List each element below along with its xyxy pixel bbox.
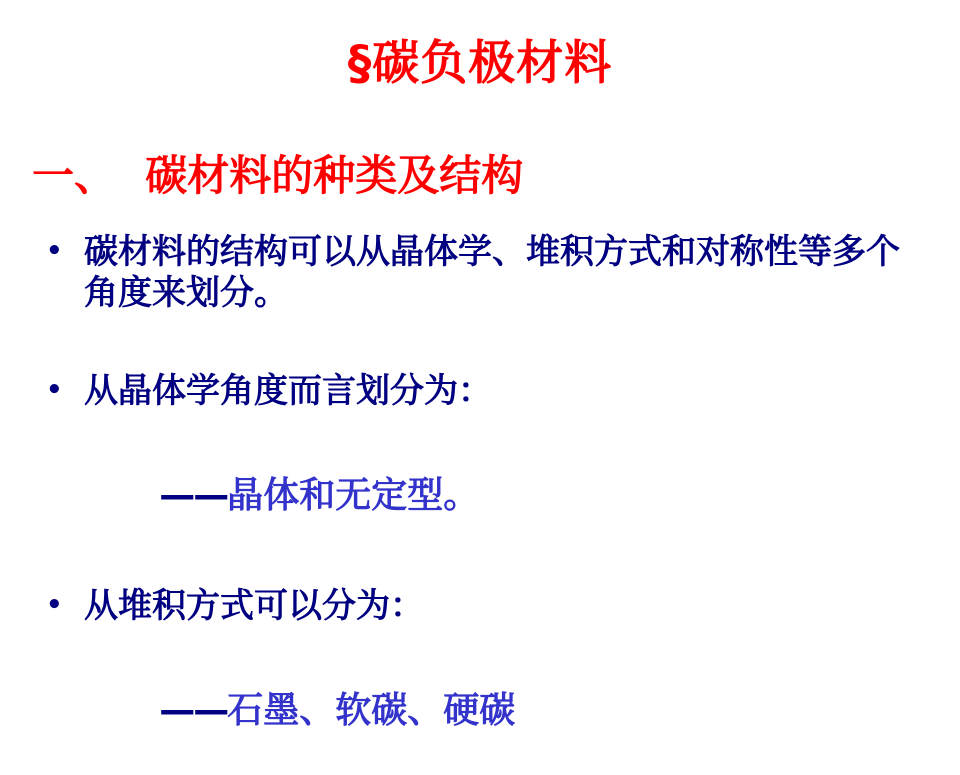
list-item-text: 从堆积方式可以分为： — [84, 585, 424, 626]
spacer — [46, 627, 926, 645]
section-heading: 一、 碳材料的种类及结构 — [32, 151, 524, 200]
spacer — [46, 412, 926, 430]
bullet-icon: • — [46, 374, 63, 405]
list-item — [46, 371, 926, 412]
dash-line-text: 晶体和无定型。 — [227, 474, 480, 516]
dash-line — [84, 430, 926, 560]
dash-lead: —— — [159, 689, 228, 731]
list-item — [46, 586, 926, 627]
bullet-icon: • — [46, 589, 63, 620]
list-item — [46, 232, 926, 315]
bullet-icon: • — [46, 236, 63, 266]
slide-title: §碳负极材料 — [347, 36, 613, 91]
list-item-text: 从晶体学角度而言划分为： — [84, 370, 492, 411]
list-item-text: 碳材料的结构可以从晶体学、堆积方式和对称性等多个角度来划分。 — [84, 232, 900, 314]
slide-body — [46, 232, 926, 775]
dash-line — [84, 645, 926, 775]
spacer — [46, 315, 926, 371]
spacer — [46, 560, 926, 586]
dash-line-text: 石墨、软碳、硬碳 — [227, 689, 516, 731]
dash-lead: —— — [159, 474, 228, 516]
